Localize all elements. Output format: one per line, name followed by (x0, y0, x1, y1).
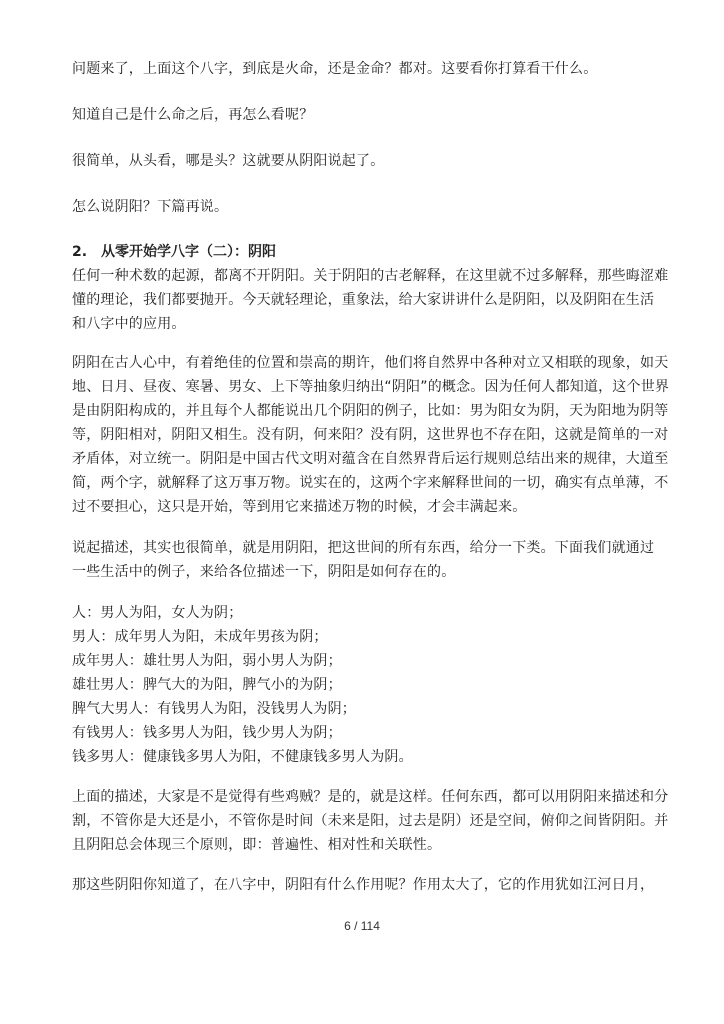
body-line: 地、日月、昼夜、寒暑、男女、上下等抽象归纳出“阴阳”的概念。因为任何人都知道，这个世界 (72, 379, 670, 395)
body-line: 是由阴阳构成的，并且每个人都能说出几个阴阳的例子，比如：男为阳女为阴，天为阳地为阴等 (72, 403, 669, 419)
list-item: 有钱男人：钱多男人为阳，钱少男人为阴； (72, 725, 342, 741)
body-line: 任何一种术数的起源，都离不开阴阳。关于阴阳的古老解释，在这里就不过多解释，那些晦涩难 (72, 268, 669, 284)
body-line: 那这些阴阳你知道了，在八字中，阴阳有什么作用呢？作用太大了，它的作用犹如江河日月， (72, 877, 655, 893)
body-line: 懂的理论，我们都要抛开。今天就轻理论，重象法，给大家讲讲什么是阴阳，以及阴阳在生活 (72, 292, 655, 308)
body-line: 割，不管你是大还是小，不管你是时间（未来是阳，过去是阴）还是空间，俯仰之间皆阴阳。并 (72, 813, 669, 829)
body-line: 过不要担心，这只是开始，等到用它来描述万物的时候，才会丰满起来。 (72, 499, 527, 515)
body-line: 简，两个字，就解释了这万事万物。说实在的，这两个字来解释世间的一切，确实有点单薄，不 (72, 475, 669, 491)
body-line: 说起描述，其实也很简单，就是用阴阳，把这世间的所有东西，给分一下类。下面我们就通过 (72, 540, 655, 556)
body-line: 一些生活中的例子，来给各位描述一下，阴阳是如何存在的。 (72, 564, 456, 580)
paragraph: 问题来了，上面这个八字，到底是火命，还是金命？都对。这要看你打算看干什么。 (72, 61, 598, 77)
list-item: 男人：成年男人为阳，未成年男孩为阴； (72, 629, 328, 645)
list-item: 雄壮男人：脾气大的为阳，脾气小的为阴； (72, 677, 342, 693)
paragraph: 怎么说阴阳？下篇再说。 (72, 199, 229, 215)
body-line: 矛盾体，对立统一。阴阳是中国古代文明对蕴含在自然界背后运行规则总结出来的规律，大道至 (72, 451, 669, 467)
paragraph: 很简单，从头看，哪是头？这就要从阴阳说起了。 (72, 153, 385, 169)
page-number: 6 / 114 (344, 919, 380, 933)
body-line: 阴阳在古人心中，有着绝佳的位置和崇高的期许，他们将自然界中各种对立又相联的现象，如天 (72, 355, 669, 371)
list-item: 成年男人：雄壮男人为阳，弱小男人为阴； (72, 653, 342, 669)
section-heading: 2. 从零开始学八字（二）：阴阳 (72, 244, 277, 260)
body-line: 和八字中的应用。 (72, 316, 186, 332)
body-line: 等，阴阳相对，阴阳又相生。没有阴，何来阳？没有阴，这世界也不存在阳，这就是简单的一对 (72, 427, 669, 443)
list-item: 人：男人为阳，女人为阴； (72, 605, 243, 621)
body-line: 上面的描述，大家是不是觉得有些鸡贼？是的，就是这样。任何东西，都可以用阴阳来描述和分 (72, 789, 669, 805)
list-item: 脾气大男人：有钱男人为阳，没钱男人为阴； (72, 701, 356, 717)
list-item: 钱多男人：健康钱多男人为阳，不健康钱多男人为阴。 (72, 749, 413, 765)
paragraph: 知道自己是什么命之后，再怎么看呢？ (72, 107, 314, 123)
body-line: 且阴阳总会体现三个原则，即：普遍性、相对性和关联性。 (72, 837, 442, 853)
